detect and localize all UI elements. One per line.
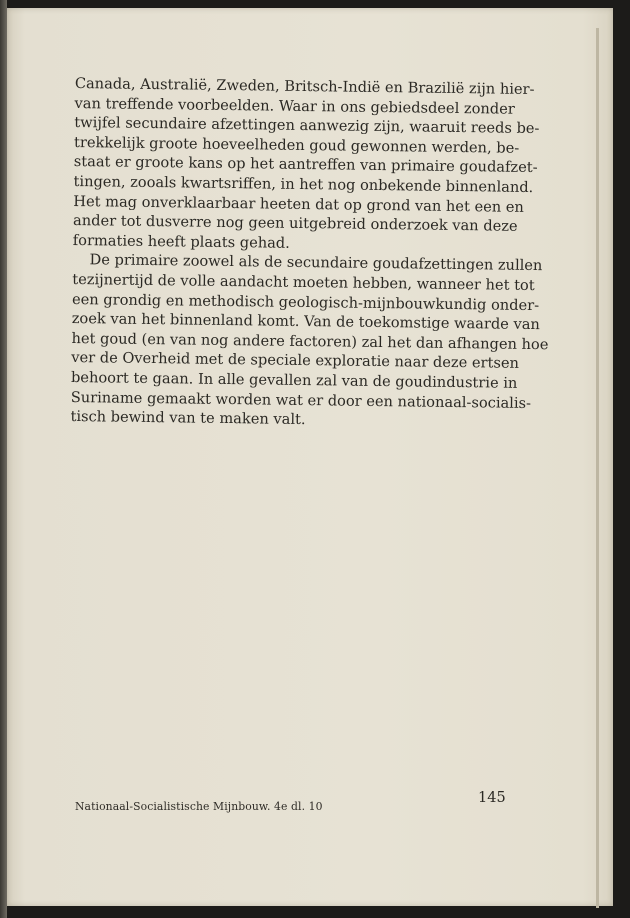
book-spine bbox=[0, 0, 7, 918]
text-line: van treffende voorbeelden. Waar in ons gebiedsdeel zonder bbox=[74, 94, 515, 118]
text-line: tingen, zooals kwartsriffen, in het nog onbekende binnenland. bbox=[73, 172, 534, 196]
text-line: formaties heeft plaats gehad. bbox=[72, 231, 290, 252]
text-line: trekkelijk groote hoeveelheden goud gewonnen werden, be- bbox=[73, 133, 520, 157]
paragraph-1 bbox=[72, 74, 540, 256]
text-line: zoek van het binnenland komt. Van de toekomstige waarde van bbox=[71, 310, 540, 334]
text-line: De primaire zoowel als de secundaire goudafzettingen zullen bbox=[89, 251, 543, 275]
text-line: Canada, Australië, Zweden, Britsch-Indië en Brazilië zijn hier- bbox=[74, 74, 535, 99]
text-line: ver de Overheid met de speciale exploratie naar deze ertsen bbox=[71, 349, 520, 373]
text-line: Suriname gemaakt worden wat er door een nationaal-socialis- bbox=[70, 388, 532, 412]
text-line: een grondig en methodisch geologisch-mijnbouwkundig onder- bbox=[71, 290, 540, 314]
text-line: Het mag onverklaarbaar heeten dat op grond van het een en bbox=[73, 192, 524, 216]
body-text bbox=[70, 74, 549, 432]
footer-signature: Nationaal-Socialistische Mijnbouw. 4e dl. 10 bbox=[75, 800, 323, 813]
paragraph-2 bbox=[70, 250, 549, 432]
page-edge bbox=[596, 28, 599, 908]
text-line: het goud (en van nog andere factoren) zal het dan afhangen hoe bbox=[71, 329, 549, 353]
text-line: tezijnertijd de volle aandacht moeten hebben, wanneer het tot bbox=[72, 270, 535, 294]
text-line: behoort te gaan. In alle gevallen zal van de goudindustrie in bbox=[70, 368, 518, 392]
text-line: staat er groote kans op het aantreffen van primaire goudafzet- bbox=[73, 153, 538, 177]
page-number: 145 bbox=[478, 790, 506, 806]
text-line: ander tot dusverre nog geen uitgebreid onderzoek van deze bbox=[72, 212, 518, 235]
text-line: tisch bewind van te maken valt. bbox=[70, 408, 306, 429]
text-line: twijfel secundaire afzettingen aanwezig zijn, waaruit reeds be- bbox=[74, 114, 540, 138]
